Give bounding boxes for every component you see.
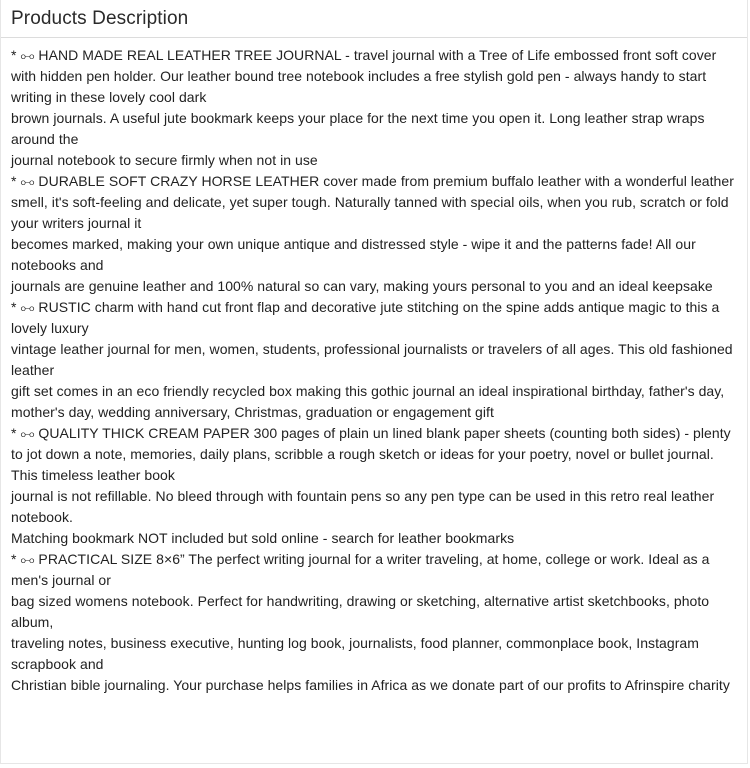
description-line: * ⧟ RUSTIC charm with hand cut front flap and decorative jute stitching on the spine adds antique magic to this a lovely luxury — [11, 299, 720, 336]
description-line: * ⧟ HAND MADE REAL LEATHER TREE JOURNAL - travel journal with a Tree of Life embossed front soft cover with hidden pen holder. Our leather bound tree notebook includes a free stylish gold pen - always handy to start writing in these lovely cool dark — [11, 47, 717, 105]
description-line: journal notebook to secure firmly when not in use — [11, 152, 318, 168]
description-section-durable-leather — [11, 171, 735, 297]
description-line: becomes marked, making your own unique antique and distressed style - wipe it and the patterns fade! All our notebooks and — [11, 236, 696, 273]
description-line: * ⧟ PRACTICAL SIZE 8×6” The perfect writing journal for a writer traveling, at home, college or work. Ideal as a men's journal or — [11, 551, 710, 588]
description-line: Matching bookmark NOT included but sold online - search for leather bookmarks — [11, 530, 515, 546]
description-line: traveling notes, business executive, hunting log book, journalists, food planner, commonplace book, Instagram scrapbook and — [11, 635, 699, 672]
description-line: brown journals. A useful jute bookmark keeps your place for the next time you open it. Long leather strap wraps around the — [11, 110, 705, 147]
description-line: mother's day, wedding anniversary, Christmas, graduation or engagement gift — [11, 404, 494, 420]
description-section-paper — [11, 423, 735, 549]
description-section-handmade — [11, 45, 735, 171]
description-section-rustic — [11, 297, 735, 423]
panel-title: Products Description — [11, 7, 189, 29]
description-line: * ⧟ DURABLE SOFT CRAZY HORSE LEATHER cover made from premium buffalo leather with a wonderful leather smell, it's soft-feeling and delicate, yet super tough. Naturally tanned with special oils, when you rub, scratch or fold your writers journal it — [11, 173, 734, 231]
panel-header — [1, 0, 747, 38]
description-line: * ⧟ QUALITY THICK CREAM PAPER 300 pages of plain un lined blank paper sheets (counting both sides) - plenty to jot down a note, memories, daily plans, scribble a rough sketch or ideas for your poetry, novel or bullet journal. This timeless leather book — [11, 425, 731, 483]
description-line: vintage leather journal for men, women, students, professional journalists or travelers of all ages. This old fashioned leather — [11, 341, 733, 378]
description-line: Christian bible journaling. Your purchase helps families in Africa as we donate part of our profits to Afrinspire charity — [11, 677, 730, 693]
description-line: journal is not refillable. No bleed through with fountain pens so any pen type can be used in this retro real leather notebook. — [11, 488, 715, 525]
description-section-size — [11, 549, 735, 696]
description-line: gift set comes in an eco friendly recycled box making this gothic journal an ideal inspirational birthday, father's day, — [11, 383, 725, 399]
description-body — [1, 38, 747, 696]
description-line: journals are genuine leather and 100% natural so can vary, making yours personal to you and an ideal keepsake — [11, 278, 713, 294]
description-line: bag sized womens notebook. Perfect for handwriting, drawing or sketching, alternative artist sketchbooks, photo album, — [11, 593, 710, 630]
